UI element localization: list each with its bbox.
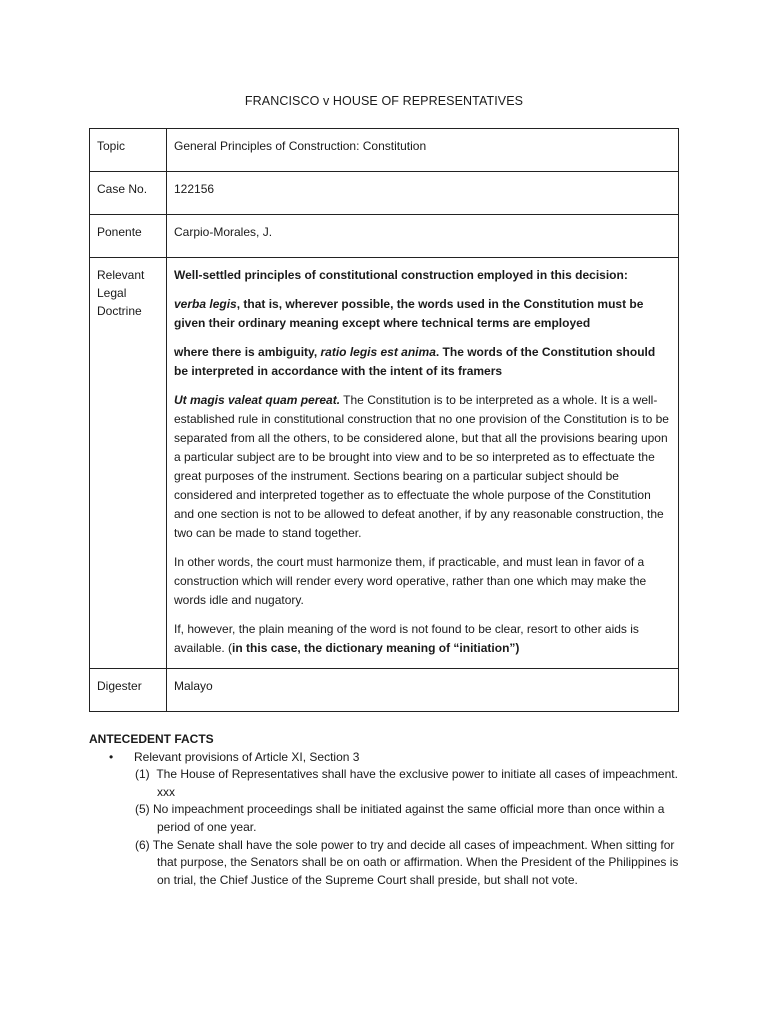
provision-6: (6) The Senate shall have the sole power to try and decide all cases of impeachment. When sitting for that purpose, the Senators shall be on oath or affirmation. When the President of the Philippines is on trial, the Chief Justice of the Supreme Court shall preside, but shall not vote. (135, 837, 679, 887)
antecedent-facts-heading: ANTECEDENT FACTS (89, 732, 214, 746)
doctrine-ratio-legis (174, 343, 671, 381)
page-title: FRANCISCO v HOUSE OF REPRESENTATIVES (244, 94, 524, 108)
ratio-legis-pre: where there is ambiguity, (174, 345, 321, 359)
provision-1: (1) The House of Representatives shall have the exclusive power to initiate all cases of impeachment. (135, 767, 678, 782)
digester-value: Malayo (167, 669, 679, 712)
case-no-row (90, 172, 679, 215)
digester-label: Digester (90, 669, 167, 712)
case-no-value: 122156 (167, 172, 679, 215)
digester-row (90, 669, 679, 712)
ponente-row (90, 215, 679, 258)
case-no-label: Case No. (90, 172, 167, 215)
doctrine-intro: Well-settled principles of constitutional construction employed in this decision: (174, 268, 628, 282)
doctrine-content (167, 258, 679, 669)
case-digest-table (89, 128, 679, 712)
topic-label: Topic (90, 129, 167, 172)
doctrine-harmonize: In other words, the court must harmonize them, if practicable, and must lean in favor of a construction which will render every word operative, rather than one which may make the words idle and nugatory. (174, 555, 647, 607)
bullet-item (89, 749, 689, 767)
doctrine-verba-legis (174, 295, 671, 333)
provision-omission: xxx (157, 784, 175, 799)
ut-magis-text: The Constitution is to be interpreted as a whole. It is a well-established rule in constitutional construction that no one provision of the Constitution is to be separated from all the others, to be considered alone, but that all the provisions bearing upon a particular subject are to be brought into view and to be so interpreted as to effectuate the great purposes of the instrument. Sections bearing on a particular subject should be considered and interpreted together as to effectuate the whole purpose of the Constitution and one section is not to be allowed to defeat another, if by any reasonable construction, the two can be made to stand together. (174, 393, 669, 540)
ratio-legis-post: . The words of the Constitution should be interpreted in accordance with the intent of its framers (174, 345, 656, 378)
doctrine-row (90, 258, 679, 669)
term-ratio-legis: ratio legis est anima (320, 345, 436, 359)
verba-legis-text: , that is, wherever possible, the words used in the Constitution must be given their ordinary meaning except where technical terms are employed (174, 297, 644, 330)
ponente-label: Ponente (90, 215, 167, 258)
term-verba-legis: verba legis (174, 297, 237, 311)
topic-value: General Principles of Construction: Constitution (167, 129, 679, 172)
doctrine-label: Relevant Legal Doctrine (90, 258, 167, 669)
antecedent-facts-section (89, 731, 689, 889)
topic-row (90, 129, 679, 172)
ponente-value: Carpio-Morales, J. (167, 215, 679, 258)
doctrine-ut-magis (174, 391, 671, 543)
bullet-icon: • (109, 749, 114, 764)
term-ut-magis: Ut magis valeat quam pereat. (174, 393, 341, 407)
provision-5: (5) No impeachment proceedings shall be initiated against the same official more than once within a period of one year. (135, 802, 665, 834)
plain-meaning-bold: in this case, the dictionary meaning of “initiation”) (232, 641, 520, 655)
doctrine-plain-meaning (174, 620, 671, 658)
bullet-text: Relevant provisions of Article XI, Section 3 (134, 749, 360, 764)
plain-meaning-text: If, however, the plain meaning of the word is not found to be clear, resort to other aids is available. ( (174, 622, 639, 655)
